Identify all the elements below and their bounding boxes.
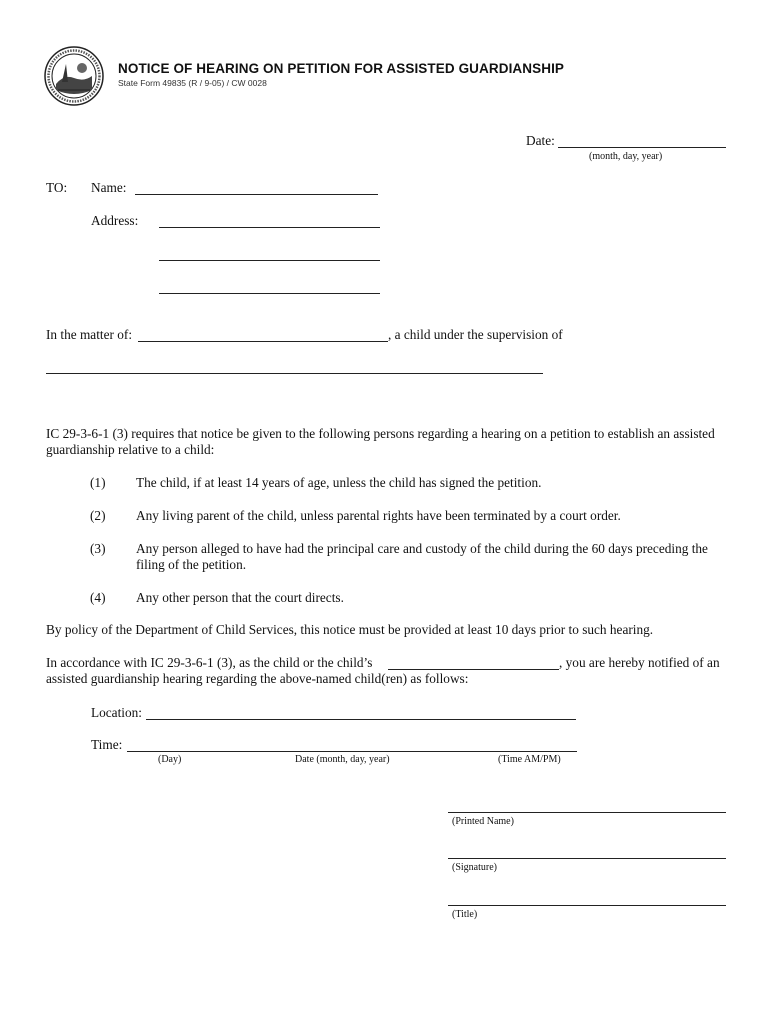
accordance-text-3: assisted guardianship hearing regarding the above-named child(ren) as follows: (46, 671, 469, 686)
title-caption: (Title) (452, 909, 478, 920)
child-name-field[interactable] (138, 341, 388, 342)
statute-intro: IC 29-3-6-1 (3) requires that notice be given to the following persons regarding a hearing on a petition to establish an assisted guardianship relative to a child: (46, 426, 715, 457)
address-field-1[interactable] (159, 227, 380, 228)
date-label: Date: (526, 133, 555, 148)
date-caption: Date (month, day, year) (295, 754, 390, 765)
address-label: Address: (91, 213, 139, 228)
item-number: (3) (90, 541, 106, 556)
state-seal-icon (44, 46, 104, 106)
time-field[interactable] (127, 751, 577, 752)
printed-name-caption: (Printed Name) (452, 816, 514, 827)
policy-text: By policy of the Department of Child Services, this notice must be provided at least 10 days prior to such hearing. (46, 622, 654, 637)
relationship-field[interactable] (388, 669, 559, 670)
signature-caption: (Signature) (452, 862, 497, 873)
day-caption: (Day) (158, 754, 182, 765)
accordance-text-1: In accordance with IC 29-3-6-1 (3), as the child or the child’s (46, 655, 373, 670)
form-title: NOTICE OF HEARING ON PETITION FOR ASSISTED GUARDIANSHIP (118, 61, 565, 76)
list-item: Any other person that the court directs. (136, 590, 344, 605)
supervisor-field[interactable] (46, 373, 543, 374)
list-item: Any person alleged to have had the principal care and custody of the child during the 60 days preceding the filing of the petition. (136, 541, 708, 572)
to-label: TO: (46, 180, 68, 195)
name-label: Name: (91, 180, 127, 195)
matter-label: In the matter of: (46, 327, 133, 342)
form-number: State Form 49835 (R / 9-05) / CW 0028 (118, 78, 267, 88)
signature-field[interactable] (448, 858, 726, 859)
item-number: (4) (90, 590, 106, 605)
printed-name-field[interactable] (448, 812, 726, 813)
time-caption: (Time AM/PM) (498, 754, 561, 765)
title-field[interactable] (448, 905, 726, 906)
address-field-3[interactable] (159, 293, 380, 294)
list-item: The child, if at least 14 years of age, unless the child has signed the petition. (136, 475, 542, 490)
time-label: Time: (91, 737, 123, 752)
address-field-2[interactable] (159, 260, 380, 261)
item-number: (2) (90, 508, 106, 523)
list-item: Any living parent of the child, unless parental rights have been terminated by a court order. (136, 508, 621, 523)
location-field[interactable] (146, 719, 576, 720)
location-label: Location: (91, 705, 142, 720)
accordance-text-2: , you are hereby notified of an (559, 655, 720, 670)
matter-suffix: , a child under the supervision of (388, 327, 563, 342)
date-field[interactable] (558, 147, 726, 148)
date-caption: (month, day, year) (589, 151, 663, 162)
item-number: (1) (90, 475, 106, 490)
name-field[interactable] (135, 194, 378, 195)
